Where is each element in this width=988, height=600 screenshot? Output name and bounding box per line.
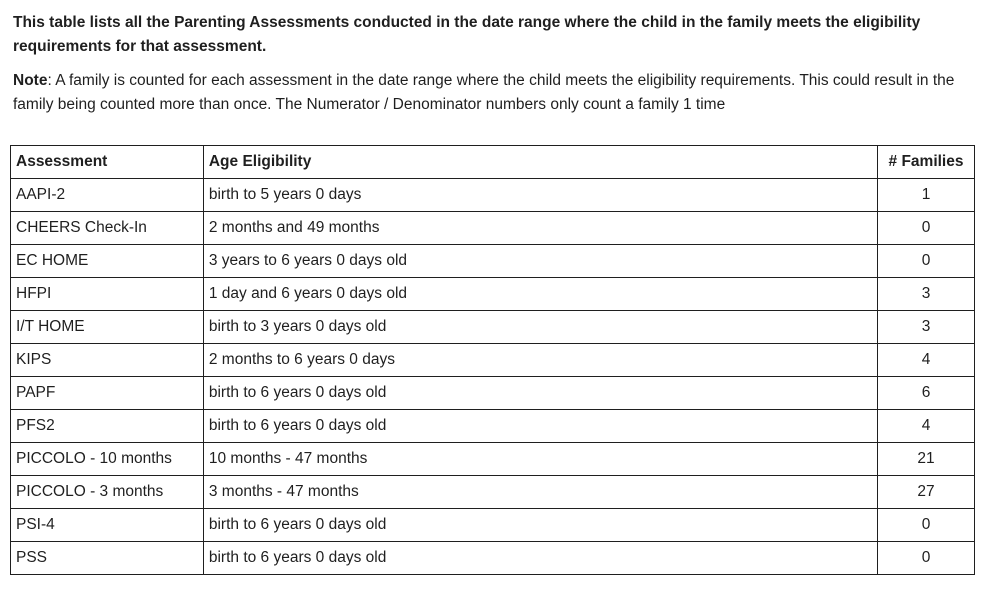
age-cell: birth to 6 years 0 days old <box>203 410 877 443</box>
note-body: : A family is counted for each assessment in the date range where the child meets the eligibility requirements. This could result in the family being counted more than once. The Numerator / Denominator numbers only count a family 1 time <box>13 72 955 113</box>
age-cell: 1 day and 6 years 0 days old <box>203 278 877 311</box>
families-cell: 0 <box>878 542 975 575</box>
header-families: # Families <box>878 146 975 179</box>
assessment-cell: PSS <box>11 542 204 575</box>
table-row <box>11 509 975 542</box>
table-row <box>11 344 975 377</box>
age-cell: birth to 6 years 0 days old <box>203 377 877 410</box>
families-cell: 4 <box>878 344 975 377</box>
table-row <box>11 245 975 278</box>
assessment-table <box>10 145 975 575</box>
header-age-eligibility: Age Eligibility <box>203 146 877 179</box>
table-row <box>11 377 975 410</box>
note-text <box>13 69 978 117</box>
assessment-cell: EC HOME <box>11 245 204 278</box>
families-cell: 0 <box>878 212 975 245</box>
assessment-cell: PAPF <box>11 377 204 410</box>
families-cell: 4 <box>878 410 975 443</box>
note-label: Note <box>13 72 48 89</box>
assessment-cell: PICCOLO - 10 months <box>11 443 204 476</box>
table-header-row <box>11 146 975 179</box>
age-cell: birth to 6 years 0 days old <box>203 542 877 575</box>
assessment-cell: PFS2 <box>11 410 204 443</box>
families-cell: 0 <box>878 245 975 278</box>
families-cell: 0 <box>878 509 975 542</box>
age-cell: 2 months and 49 months <box>203 212 877 245</box>
age-cell: 10 months - 47 months <box>203 443 877 476</box>
age-cell: 3 years to 6 years 0 days old <box>203 245 877 278</box>
table-row <box>11 311 975 344</box>
families-cell: 3 <box>878 278 975 311</box>
table-row <box>11 542 975 575</box>
families-cell: 3 <box>878 311 975 344</box>
assessment-cell: PICCOLO - 3 months <box>11 476 204 509</box>
assessment-cell: I/T HOME <box>11 311 204 344</box>
families-cell: 27 <box>878 476 975 509</box>
table-row <box>11 443 975 476</box>
age-cell: 2 months to 6 years 0 days <box>203 344 877 377</box>
assessment-cell: KIPS <box>11 344 204 377</box>
assessment-cell: PSI-4 <box>11 509 204 542</box>
age-cell: 3 months - 47 months <box>203 476 877 509</box>
families-cell: 6 <box>878 377 975 410</box>
families-cell: 21 <box>878 443 975 476</box>
assessment-cell: AAPI-2 <box>11 179 204 212</box>
table-row <box>11 476 975 509</box>
table-row <box>11 278 975 311</box>
table-row <box>11 179 975 212</box>
header-assessment: Assessment <box>11 146 204 179</box>
age-cell: birth to 5 years 0 days <box>203 179 877 212</box>
table-row <box>11 410 975 443</box>
assessment-cell: HFPI <box>11 278 204 311</box>
assessment-cell: CHEERS Check-In <box>11 212 204 245</box>
intro-text: This table lists all the Parenting Assessments conducted in the date range where the child in the family meets the eligibility requirements for that assessment. <box>13 14 921 55</box>
age-cell: birth to 6 years 0 days old <box>203 509 877 542</box>
age-cell: birth to 3 years 0 days old <box>203 311 877 344</box>
table-row <box>11 212 975 245</box>
families-cell: 1 <box>878 179 975 212</box>
